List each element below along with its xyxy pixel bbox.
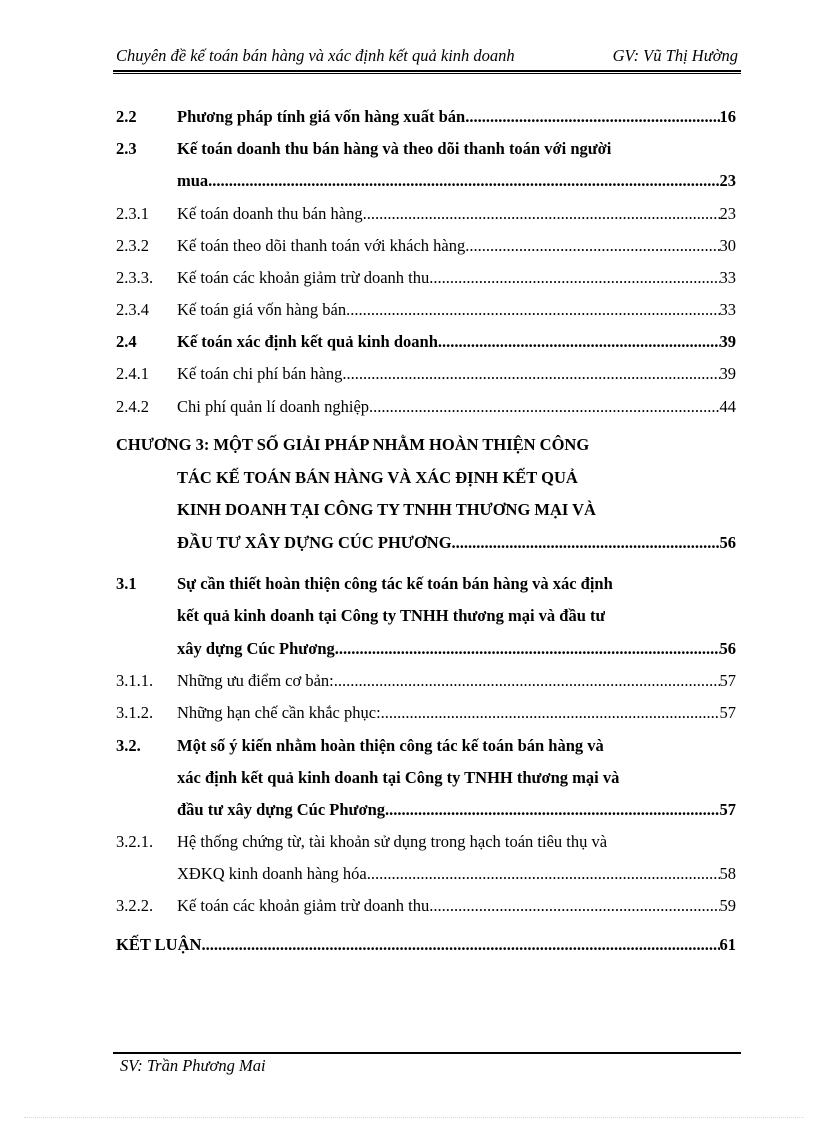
toc-page-number: 39 — [719, 364, 736, 383]
toc-page-number: 56 — [719, 533, 736, 552]
toc-entry-line — [116, 933, 736, 957]
toc-entry-title: xây dựng Cúc Phương. — [177, 639, 339, 658]
toc-entry-title: xác định kết quả kinh doanh tại Công ty TNHH thương mại và — [177, 768, 620, 787]
toc-entry-line — [116, 572, 736, 596]
toc-entry-title: XĐKQ kinh doanh hàng hóa. — [177, 864, 371, 883]
toc-entry-title: KINH DOANH TẠI CÔNG TY TNHH THƯƠNG MẠI VÀ — [177, 500, 596, 519]
toc-entry-line — [116, 531, 736, 555]
toc-leader-dots — [371, 862, 720, 886]
toc-entry-line — [116, 498, 736, 522]
toc-entry-line — [116, 830, 736, 854]
toc-entry-title: Kế toán các khoản giảm trừ doanh thu. — [177, 896, 434, 915]
toc-entry-title: Một số ý kiến nhằm hoàn thiện công tác kế toán bán hàng và — [177, 736, 604, 755]
toc-entry-line — [116, 202, 736, 226]
toc-entry-title: kết quả kinh doanh tại Công ty TNHH thương mại và đầu tư — [177, 606, 606, 625]
toc-entry-line — [116, 362, 736, 386]
toc-leader-dots — [381, 701, 720, 725]
toc-entry-title: KẾT LUẬN — [116, 935, 202, 954]
toc-page-number: 44 — [719, 397, 736, 416]
toc-entry-number: 2.3.2 — [116, 236, 149, 255]
footer-rule — [113, 1052, 741, 1054]
toc-leader-dots — [342, 362, 719, 386]
toc-entry-line — [116, 266, 736, 290]
toc-entry-line — [116, 894, 736, 918]
toc-entry-title: TÁC KẾ TOÁN BÁN HÀNG VÀ XÁC ĐỊNH KẾT QUẢ — [177, 468, 578, 487]
toc-leader-dots — [334, 669, 720, 693]
header-rule — [113, 70, 741, 74]
toc-page-number: 61 — [719, 935, 736, 954]
toc-entry-number: 3.2.2. — [116, 896, 154, 915]
toc-entry-title: Kế toán doanh thu bán hàng. — [177, 204, 367, 223]
toc-entry-number: 3.1.2. — [116, 703, 154, 722]
toc-entry-title: Kế toán doanh thu bán hàng và theo dõi thanh toán với người — [177, 139, 612, 158]
toc-entry-number: 3.1.1. — [116, 671, 154, 690]
toc-page-number: 57 — [719, 800, 736, 819]
toc-page-number: 30 — [719, 236, 736, 255]
toc-entry-line — [116, 298, 736, 322]
toc-entry-title: mua. — [177, 171, 213, 190]
toc-leader-dots — [442, 330, 719, 354]
toc-entry-line — [116, 169, 736, 193]
toc-leader-dots — [367, 202, 720, 226]
toc-entry-title: Phương pháp tính giá vốn hàng xuất bán. — [177, 107, 470, 126]
toc-entry-title: ĐẦU TƯ XÂY DỰNG CÚC PHƯƠNG — [177, 533, 452, 552]
toc-entry-title: Những ưu điểm cơ bản: — [177, 671, 334, 690]
toc-leader-dots — [389, 798, 719, 822]
page-edge — [24, 1117, 804, 1118]
toc-leader-dots — [369, 395, 719, 419]
toc-entry-number: 2.3.3. — [116, 268, 154, 287]
toc-page-number: 57 — [719, 703, 736, 722]
toc-entry-line — [116, 234, 736, 258]
toc-leader-dots — [350, 298, 719, 322]
toc-entry-title: CHƯƠNG 3: MỘT SỐ GIẢI PHÁP NHẰM HOÀN THIỆN CÔNG — [116, 435, 590, 454]
toc-entry-title: Kế toán theo dõi thanh toán với khách hàng. — [177, 236, 470, 255]
toc-entry-title: Chi phí quản lí doanh nghiệp — [177, 397, 370, 416]
toc-page-number: 39 — [719, 332, 736, 351]
toc-leader-dots — [469, 234, 719, 258]
toc-leader-dots — [433, 266, 719, 290]
toc-leader-dots — [469, 105, 719, 129]
toc-entry-line — [116, 734, 736, 758]
toc-entry-line — [116, 862, 736, 886]
toc-entry-number: 2.4.1 — [116, 364, 149, 383]
toc-entry-title: Kế toán xác định kết quả kinh doanh. — [177, 332, 443, 351]
toc-page-number: 58 — [719, 864, 736, 883]
toc-leader-dots — [452, 531, 720, 555]
toc-entry-title: Kế toán chi phí bán hàng — [177, 364, 343, 383]
toc-page-number: 33 — [719, 268, 736, 287]
toc-entry-number: 3.2. — [116, 736, 141, 755]
toc-entry-line — [116, 669, 736, 693]
toc-entry-line — [116, 701, 736, 725]
toc-page-number: 23 — [719, 204, 736, 223]
toc-leader-dots — [212, 169, 719, 193]
toc-entry-title: Hệ thống chứng từ, tài khoản sử dụng trong hạch toán tiêu thụ và — [177, 832, 608, 851]
toc-leader-dots — [339, 637, 720, 661]
toc-page-number: 33 — [719, 300, 736, 319]
toc-entry-line — [116, 105, 736, 129]
toc-entry-title: đầu tư xây dựng Cúc Phương. — [177, 800, 390, 819]
toc-entry-number: 3.2.1. — [116, 832, 154, 851]
toc-entry-line — [116, 466, 736, 490]
header-teacher: GV: Vũ Thị Hường — [612, 46, 738, 65]
header-title: Chuyên đề kế toán bán hàng và xác định kết quả kinh doanh — [116, 46, 515, 65]
toc-entry-number: 2.3.1 — [116, 204, 149, 223]
toc-entry-number: 2.4 — [116, 332, 137, 351]
toc-leader-dots — [433, 894, 719, 918]
toc-page-number: 23 — [719, 171, 736, 190]
toc-page-number: 59 — [719, 896, 736, 915]
toc-entry-number: 2.2 — [116, 107, 137, 126]
toc-entry-title: Những hạn chế cần khắc phục: — [177, 703, 381, 722]
toc-entry-number: 3.1 — [116, 574, 137, 593]
toc-entry-title: Kế toán giá vốn hàng bán. — [177, 300, 351, 319]
toc-page-number: 57 — [719, 671, 736, 690]
toc-entry-line — [116, 637, 736, 661]
toc-entry-title: Kế toán các khoản giảm trừ doanh thu. — [177, 268, 434, 287]
toc-entry-line — [116, 330, 736, 354]
toc-entry-line — [116, 766, 736, 790]
toc-leader-dots — [201, 933, 719, 957]
toc-entry-title: Sự cần thiết hoàn thiện công tác kế toán bán hàng và xác định — [177, 574, 613, 593]
toc-entry-number: 2.3 — [116, 139, 137, 158]
toc-page-number: 56 — [719, 639, 736, 658]
toc-entry-number: 2.3.4 — [116, 300, 149, 319]
toc-entry-number: 2.4.2 — [116, 397, 149, 416]
toc-entry-line — [116, 395, 736, 419]
footer-student: SV: Trần Phương Mai — [120, 1056, 266, 1075]
page-header — [116, 46, 738, 66]
toc-page-number: 16 — [719, 107, 736, 126]
toc-entry-line — [116, 798, 736, 822]
toc-entry-line — [116, 137, 736, 161]
toc-entry-line — [116, 433, 736, 457]
toc-entry-line — [116, 604, 736, 628]
